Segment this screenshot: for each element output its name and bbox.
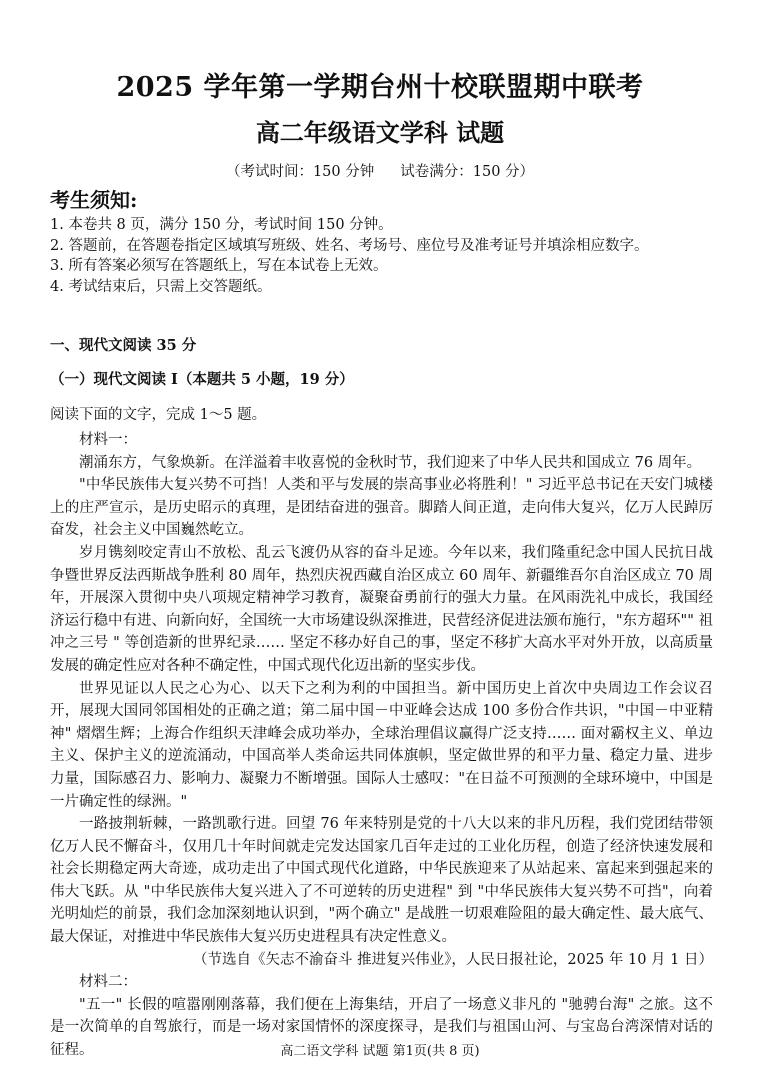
page-footer: 高二语文学科 试题 第1页(共 8 页) bbox=[280, 1044, 480, 1059]
passage-source: （节选自《矢志不渝奋斗 推进复兴伟业》，人民日报社论，2025 年 10 月 1 日） bbox=[193, 951, 713, 968]
passage-paragraph: 岁月镌刻咬定青山不放松、乱云飞渡仍从容的奋斗足迹。今年以来，我们隆重纪念中国人民抗日战争暨世界反法西斯战争胜利 80 周年，热烈庆祝西藏自治区成立 60 周年、新疆维吾尔自治区成立 70 周年，开展深入贯彻中央八项规定精神学习教育，凝聚奋勇前行的强大力量。在风雨洗礼中成长，我国经济运行稳中有进、向新向好，全国统一大市场建设纵深推进，民营经济促进法颁布施行，"东方超环"" 祖冲之三号 " 等创造新的世界纪录…… 坚定不移办好自己的事，坚定不移扩大高水平对外开放，以高质量发展的确定性应对各种不确定性，中国式现代化迈出新的坚实步伐。 bbox=[50, 544, 714, 674]
reading-passage bbox=[50, 429, 713, 1062]
notice-heading: 考生须知: bbox=[50, 188, 138, 212]
reading-instruction: 阅读下面的文字，完成 1～5 题。 bbox=[50, 407, 267, 423]
subsection-heading: （一）现代文阅读 I（本题共 5 小题，19 分） bbox=[50, 371, 354, 388]
passage-paragraph: 潮涌东方，气象焕新。在洋溢着丰收喜悦的金秋时节，我们迎来了中华人民共和国成立 76 周年。 bbox=[79, 454, 702, 471]
exam-subtitle: 高二年级语文学科 试题 bbox=[255, 118, 505, 147]
material-label: 材料一： bbox=[79, 432, 137, 448]
passage-paragraph: "五一" 长假的喧嚣刚刚落幕，我们便在上海集结，开启了一场意义非凡的 "驰骋台海" 之旅。这不是一次简单的自驾旅行，而是一场对家国情怀的深度探寻，是我们与祖国山河、与宝岛台湾深情对话的征程。 bbox=[50, 996, 713, 1059]
passage-paragraph: 世界见证以人民之心为心、以天下之利为利的中国担当。新中国历史上首次中央周边工作会议召开，展现大国同邻国相处的正确之道；第二届中国－中亚峰会达成 100 多份合作共识，"中国－中亚精神" 熠熠生辉；上海合作组织天津峰会成功举办，全球治理倡议赢得广泛支持…… 面对霸权主义、单边主义、保护主义的逆流涌动，中国高举人类命运共同体旗帜，坚定做世界的和平力量、稳定力量、进步力量，国际感召力、影响力、凝聚力不断增强。国际人士感叹："在日益不可预测的全球环境中，中国是一片确定性的绿洲。" bbox=[50, 680, 713, 810]
full-score: 试卷满分：150 分） bbox=[400, 164, 535, 180]
exam-meta bbox=[0, 162, 760, 182]
notice-item: 4. 考试结束后，只需上交答题纸。 bbox=[50, 278, 272, 295]
notice-item: 2. 答题前，在答题卷指定区域填写班级、姓名、考场号、座位号及准考证号并填涂相应数字。 bbox=[50, 237, 649, 254]
exam-title: 2025 学年第一学期台州十校联盟期中联考 bbox=[116, 72, 644, 103]
notice-list bbox=[50, 215, 730, 297]
passage-paragraph: 一路披荆斩棘，一路凯歌行进。回望 76 年来特别是党的十八大以来的非凡历程，我们党团结带领亿万人民不懈奋斗，仅用几十年时间就走完发达国家几百年走过的工业化历程，创造了经济快速发展和社会长期稳定两大奇迹，成功走出了中国式现代化道路，中华民族迎来了从站起来、富起来到强起来的伟大飞跃。从 "中华民族伟大复兴进入了不可逆转的历史进程" 到 "中华民族伟大复兴势不可挡"，向着光明灿烂的前景，我们念加深刻地认识到，"两个确立" 是战胜一切艰难险阻的最大确定性、最大底气、最大保证，对推进中华民族伟大复兴历史进程具有决定性意义。 bbox=[50, 816, 713, 946]
section-heading: 一、现代文阅读 35 分 bbox=[50, 337, 197, 354]
notice-item: 1. 本卷共 8 页，满分 150 分，考试时间 150 分钟。 bbox=[50, 217, 393, 233]
notice-item: 3. 所有答案必须写在答题纸上，写在本试卷上无效。 bbox=[50, 258, 388, 274]
passage-paragraph: "中华民族伟大复兴势不可挡！人类和平与发展的崇高事业必将胜利！" 习近平总书记在天安门城楼上的庄严宣示，是历史昭示的真理，是团结奋进的强音。脚踏人间正道，走向伟大复兴，亿万人民踔厉奋发，社会主义中国巍然屹立。 bbox=[50, 477, 713, 539]
exam-time: （考试时间：150 分钟 bbox=[225, 164, 375, 180]
material-label: 材料二： bbox=[79, 974, 137, 991]
